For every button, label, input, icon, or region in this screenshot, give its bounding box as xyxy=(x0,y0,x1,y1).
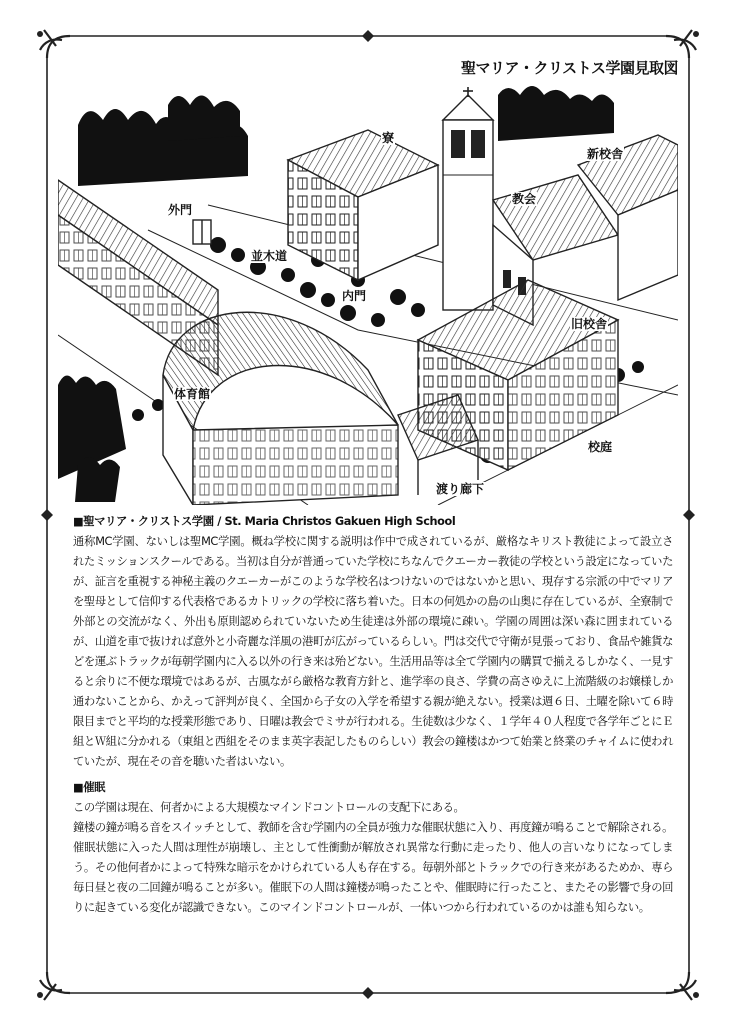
map-label-old-building: 旧校舎 xyxy=(571,317,608,331)
outer-gate xyxy=(193,220,211,244)
church-tower xyxy=(443,87,493,310)
section-body-school: 通称MC学園、ないしは聖MC学園。概ね学校に関する説明は作中で成されているが、厳格なキリスト教徒によって設立されたミッションスクールである。当初は自分が普通っていた学校にちなんでクエーカー教徒の学校という設定になっていたが、証言を重視する神秘主義のクエーカーがこのような学校名はつけないのではないかと思い、現存する宗派の中でマリアを聖母として信仰する代表格であるカトリックの学校に落ち着いた。日本の何処かの島の山奥に存在しているが、全寮制で外部との交流がなく、外出も原則認められていないため生徒達は外部の環境に疎い。学園の周囲は深い森に囲まれているが、山道を車で抜ければ意外と小奇麗な洋風の港町が広がっているらしい。門は交代で守衛が見張っており、食品や雑貨などを運ぶトラックが毎朝学園内に入る以外の行き来は殆どない。生活用品等は全て学園内の購買で揃えるしかなく、一見すると余りに不便な環境ではあるが、古風ながら厳格な教育方針と、進学率の良さ、学費の高さゆえに上流階級のお嬢様しか通わないことから、かえって評判が良く、全国から子女の入学を希望する親が絶えない。授業は週６日、土曜を除いて６時限目までと平均的な授業形態であり、日曜は教会でミサが行われる。生徒数は少なく、１学年４０人程度で各学年ごとにＥ組とＷ組に分かれる（東組と西組をそのまま英字表記したものらしい）教会の鐘楼はかつて始業と終業のチャイムに使われていたが、現在その音を聴いた者はいない。 xyxy=(73,535,673,768)
section-heading-school: ■聖マリア・クリストス学園 / St. Maria Christos Gakuen High School xyxy=(73,515,456,528)
map-label-inner-gate: 内門 xyxy=(342,289,367,303)
map-label-corridor: 渡り廊下 xyxy=(436,482,485,496)
section-body-hypnosis: この学園は現在、何者かによる大規模なマインドコントロールの支配下にある。 鐘楼の鐘が鳴る音をスイッチとして、教師を含む学園内の全員が強力な催眠状態に入り、再度鐘が鳴ることで解除される。催眠状態に入った人間は理性が崩壊し、主として性衝動が解放され異常な行動に走ったり、他人の言いなりになってしまう。その他何者かによって特殊な暗示をかけられている人も存在する。毎朝外部とトラックでの行き来があるためか、専ら毎日昼と夜の二回鐘が鳴ることが多い。催眠下の人間は鐘楼が鳴ったことや、催眠時に行ったこと、またその影響で身の回りに起きている変化が認識できない。このマインドコントロールが、一体いつから行われているのかは誰も知らない。 xyxy=(73,801,673,914)
page-title: 聖マリア・クリストス学園見取図 xyxy=(460,59,678,77)
campus-map-illustration xyxy=(58,85,678,505)
campus-map-drawing xyxy=(58,85,678,505)
gymnasium-building xyxy=(163,312,398,505)
map-label-dormitory: 寮 xyxy=(382,131,395,145)
map-label-gymnasium: 体育館 xyxy=(174,387,211,401)
description-text xyxy=(73,512,673,918)
map-label-new-building: 新校舎 xyxy=(587,147,624,161)
map-label-schoolyard: 校庭 xyxy=(588,440,613,454)
map-label-tree-road: 並木道 xyxy=(251,249,288,263)
dormitory-building xyxy=(288,130,438,280)
section-heading-hypnosis: ■催眠 xyxy=(73,781,106,794)
map-label-church: 教会 xyxy=(512,192,537,206)
map-label-outer-gate: 外門 xyxy=(168,203,193,217)
